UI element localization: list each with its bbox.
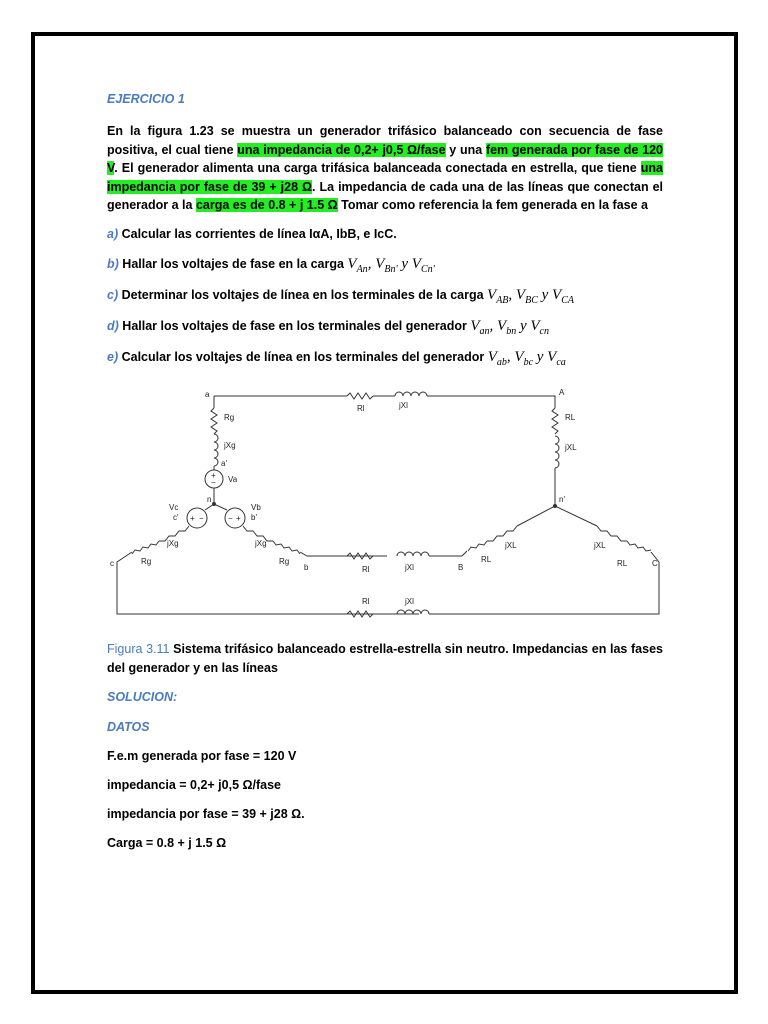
label-rl-a: Rl — [357, 404, 365, 413]
question-c-text: Determinar los voltajes de línea en los terminales de la carga — [118, 288, 488, 302]
resistor-rl-load-b — [468, 541, 487, 551]
figure-number: Figura 3.11 — [107, 642, 170, 656]
label-B: B — [458, 563, 464, 572]
inductor-jxl-b — [397, 552, 429, 556]
question-e-text: Calcular los voltajes de línea en los terminales del generador — [118, 350, 488, 364]
label-a: a — [205, 390, 210, 399]
label-c-prime: c' — [173, 513, 179, 522]
question-a-label: a) — [107, 227, 119, 241]
label-n-prime: n' — [559, 495, 565, 504]
label-b: b — [304, 563, 309, 572]
label-rl-load-a: RL — [565, 413, 576, 422]
label-jxg-c: jXg — [167, 539, 179, 548]
svg-text:−: − — [211, 478, 216, 487]
circuit-diagram — [107, 386, 663, 626]
inductor-jxl-load-b — [487, 526, 517, 541]
svg-text:+: + — [236, 514, 241, 523]
question-d-label: d) — [107, 319, 119, 333]
label-jxl-load-a: jXL — [565, 443, 577, 452]
resistor-rl-load-c — [627, 541, 651, 551]
svg-text:−: − — [199, 514, 204, 523]
label-rl-b: Rl — [362, 565, 370, 574]
question-b — [107, 256, 435, 275]
svg-text:−: − — [228, 514, 233, 523]
label-rl-load-b: RL — [481, 555, 492, 564]
data-line-phase-impedance: impedancia por fase = 39 + j28 Ω. — [107, 807, 305, 821]
figure-caption — [107, 640, 663, 678]
resistor-rg-a — [211, 408, 217, 434]
question-b-label: b) — [107, 257, 119, 271]
label-a-prime: a' — [221, 459, 227, 468]
question-e — [107, 349, 566, 368]
question-c-label: c) — [107, 288, 119, 302]
exercise-title: EJERCICIO 1 — [107, 92, 185, 106]
svg-text:+: + — [190, 514, 195, 523]
label-jxl-load-b: jXL — [505, 541, 517, 550]
wire-b-left — [300, 552, 387, 556]
question-d-text: Hallar los voltajes de fase en los terminales del generador — [118, 319, 471, 333]
intro-text-2: y una — [445, 142, 486, 157]
intro-text-4: . La impedancia de cada una de las líneas que conectan el generador a la — [107, 179, 663, 212]
question-d — [107, 318, 549, 337]
data-line-impedance: impedancia = 0,2+ j0,5 Ω/fase — [107, 778, 282, 792]
highlight-load-impedance: una impedancia por fase de 39 + j28 Ω — [107, 161, 663, 194]
data-title: DATOS — [107, 720, 150, 734]
formula-generator-line-voltages: $V_{ab}$, $V_{bc}$ y $V_{ca}$ — [487, 349, 566, 368]
label-vc: Vc — [169, 503, 179, 512]
wire-c-bottom — [117, 552, 419, 614]
wire-n-vb — [214, 504, 227, 510]
label-c: c — [110, 559, 114, 568]
label-jxl-c: jXl — [405, 597, 414, 606]
label-C: C — [652, 559, 658, 568]
wire-load-b-1 — [517, 506, 555, 526]
problem-statement — [107, 122, 663, 215]
label-n: n — [207, 495, 212, 504]
inductor-jxl-load-c — [597, 526, 627, 541]
formula-load-phase-voltages: $V_{An}$, $V_{Bn'}$ y $V_{Cn'}$ — [347, 256, 435, 275]
label-jxl-load-c: jXL — [594, 541, 606, 550]
solution-title: SOLUCION: — [107, 690, 178, 704]
intro-text-1: En la figura 1.23 se muestra un generador trifásico balanceado con secuencia de fase positiva, el cual tiene — [107, 124, 663, 157]
highlight-generator-impedance: una impedancia de 0,2+ j0,5 Ω/fase — [237, 142, 446, 157]
formula-generator-phase-voltages: $V_{an}$, $V_{bn}$ y $V_{cn}$ — [470, 318, 549, 337]
question-a — [107, 227, 397, 241]
question-e-label: e) — [107, 350, 119, 364]
wire-load-b-2 — [462, 551, 467, 556]
label-jxl-b: jXl — [405, 563, 414, 572]
wire-c-right — [429, 562, 659, 614]
inductor-jxg-a — [214, 434, 218, 466]
inductor-jxl-c — [397, 610, 429, 614]
resistor-rl-a — [347, 393, 373, 399]
neutral-node-gen — [213, 503, 216, 506]
inductor-jxl-load-a — [555, 436, 559, 468]
intro-text-5: Tomar como referencia la fem generada en la fase a — [337, 198, 648, 212]
label-A: A — [559, 388, 565, 397]
label-jxg-b: jXg — [255, 539, 267, 548]
highlight-fem: fem generada por fase de 120 V — [107, 142, 663, 175]
label-rl-load-c: RL — [617, 559, 628, 568]
inductor-jxl-a — [395, 392, 427, 396]
label-b-prime: b' — [251, 513, 257, 522]
label-rg-c: Rg — [141, 557, 152, 566]
label-va: Va — [228, 475, 238, 484]
question-c — [107, 287, 574, 306]
label-jxg-a: jXg — [224, 441, 236, 450]
neutral-node-load — [554, 505, 557, 508]
question-b-text: Hallar los voltajes de fase en la carga — [118, 257, 348, 271]
wire-load-c-1 — [555, 506, 597, 526]
svg-text:+: + — [211, 471, 216, 480]
highlight-line-impedance: carga es de 0.8 + j 1.5 Ω — [195, 198, 338, 212]
resistor-rg-c — [132, 541, 159, 554]
label-rg-a: Rg — [224, 413, 235, 422]
figure-caption-text: Sistema trifásico balanceado estrella-estrella sin neutro. Impedancias en las fases del generador y en las líneas — [107, 642, 663, 675]
question-a-text: Calcular las corrientes de línea IαA, IbB, e IcC. — [118, 227, 397, 241]
label-jxl-a: jXl — [399, 401, 408, 410]
label-vb: Vb — [251, 503, 261, 512]
resistor-rg-b — [273, 541, 300, 554]
data-line-load: Carga = 0.8 + j 1.5 Ω — [107, 836, 227, 850]
label-rg-b: Rg — [279, 557, 290, 566]
intro-text-3: . El generador alimenta una carga trifásica balanceada conectada en estrella, que tiene — [114, 161, 641, 175]
resistor-rl-load-a — [552, 408, 558, 434]
wire-a-right — [427, 396, 555, 408]
data-line-fem: F.e.m generada por fase = 120 V — [107, 749, 297, 763]
formula-load-line-voltages: $V_{AB}$, $V_{BC}$ y $V_{CA}$ — [487, 287, 574, 306]
label-rl-c: Rl — [362, 597, 370, 606]
